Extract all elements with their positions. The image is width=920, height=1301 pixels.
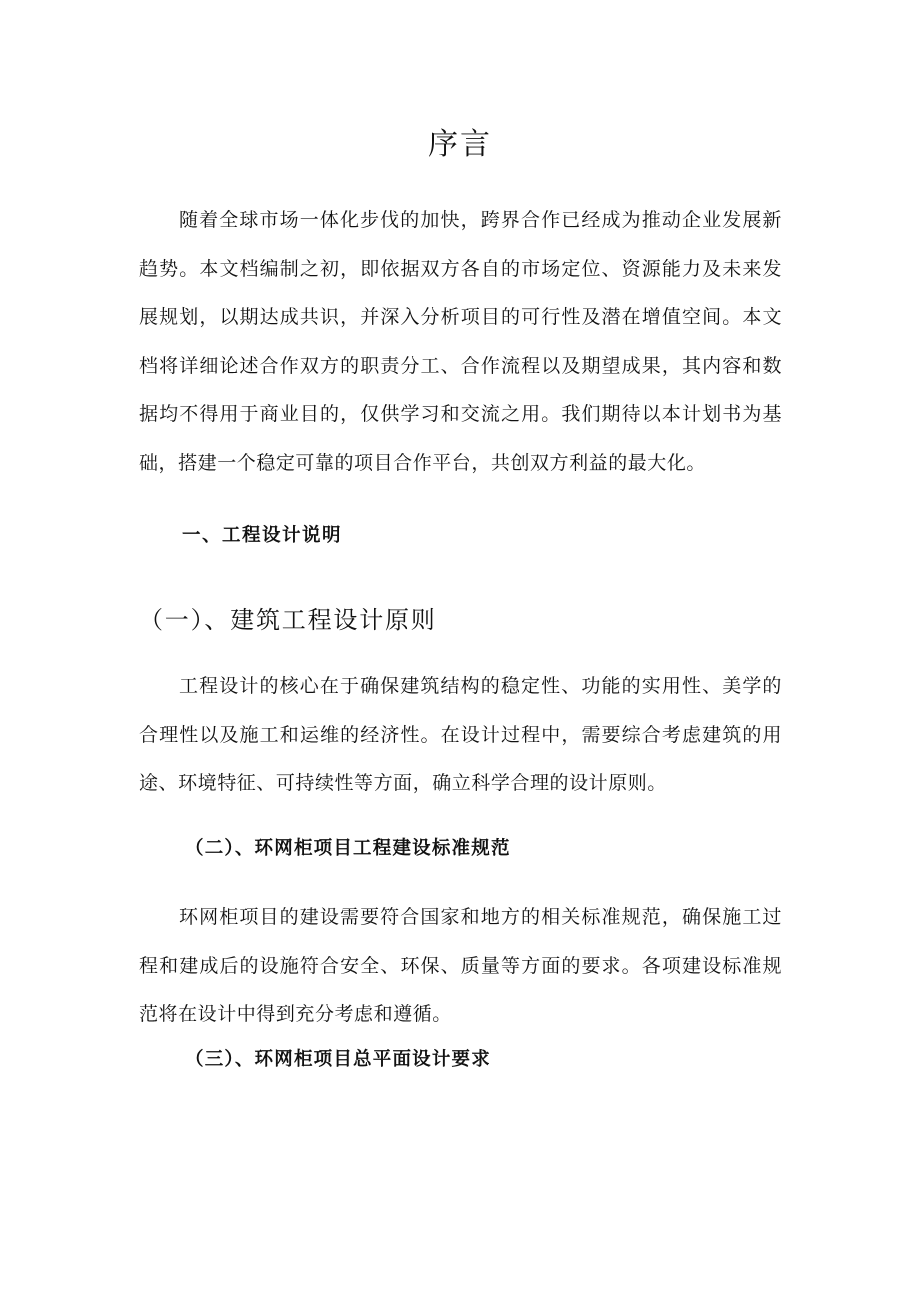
subsection-heading-site-plan-requirements: （三）、环网柜项目总平面设计要求 [185, 1049, 491, 1070]
intro-paragraph: 随着全球市场一体化步伐的加快，跨界合作已经成为推动企业发展新趋势。本文档编制之初，即依据双方各自的市场定位、资源能力及未来发展规划，以期达成共识，并深入分析项目的可行性及潜在增值空间。本文档将详细论述合作双方的职责分工、合作流程以及期望成果，其内容和数据均不得用于商业目的，仅供学习和交流之用。我们期待以本计划书为基础，搭建一个稳定可靠的项目合作平台，共创双方利益的最大化。 [139, 209, 782, 474]
design-principles-paragraph: 工程设计的核心在于确保建筑结构的稳定性、功能的实用性、美学的合理性以及施工和运维的经济性。在设计过程中，需要综合考虑建筑的用途、环境特征、可持续性等方面，确立科学合理的设计原则。 [139, 675, 782, 794]
construction-standards-paragraph: 环网柜项目的建设需要符合国家和地方的相关标准规范，确保施工过程和建成后的设施符合安全、环保、质量等方面的要求。各项建设标准规范将在设计中得到充分考虑和遵循。 [139, 906, 782, 1025]
document-title: 序言 [428, 127, 492, 162]
section-heading-engineering-design: 一、工程设计说明 [182, 525, 343, 546]
subsection-heading-design-principles: （一）、建筑工程设计原则 [139, 606, 437, 634]
subsection-heading-construction-standards: （二）、环网柜项目工程建设标准规范 [185, 838, 511, 859]
